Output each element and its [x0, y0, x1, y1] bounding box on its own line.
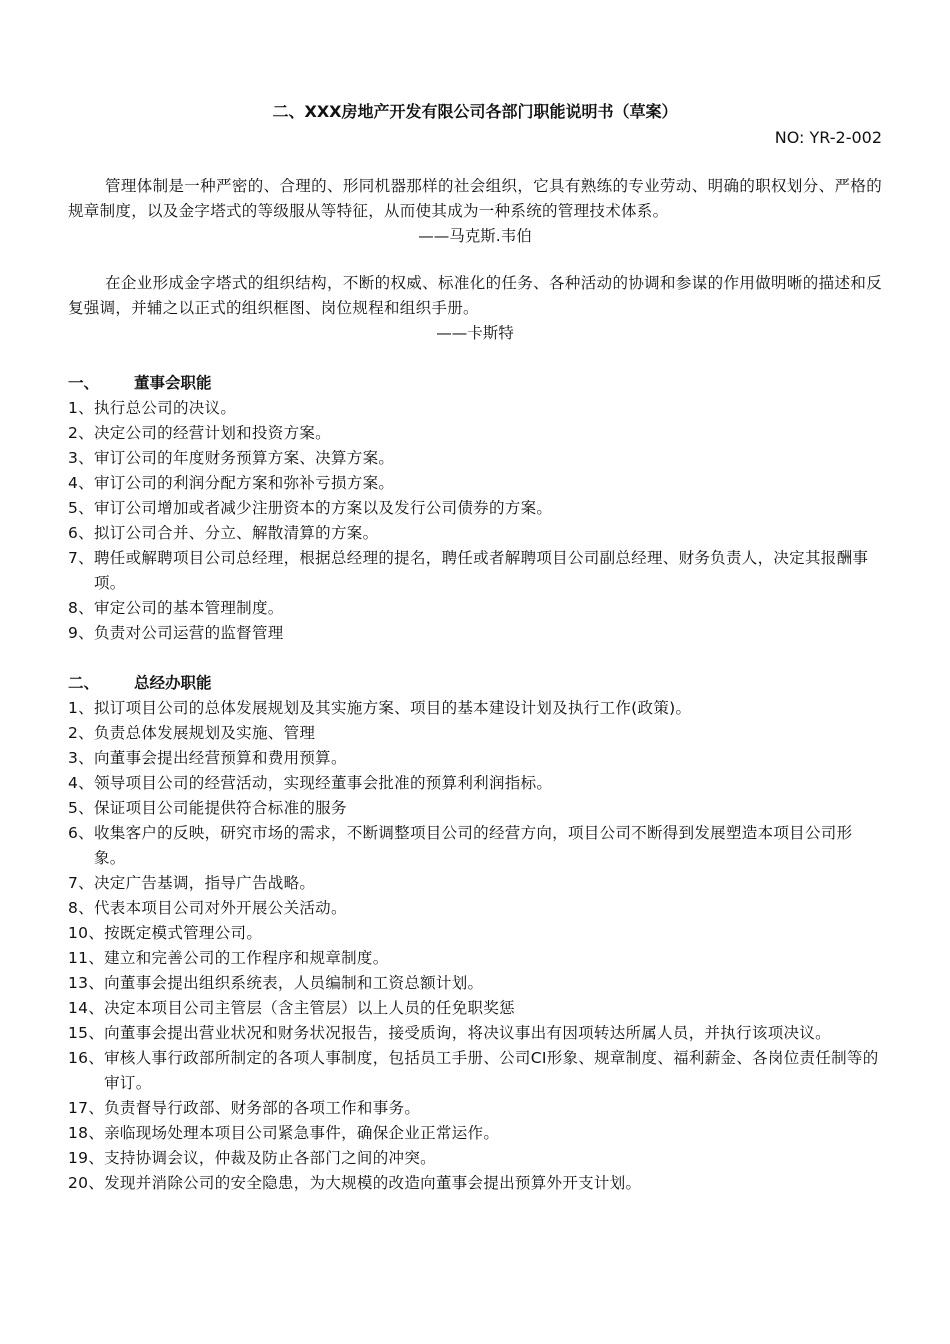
item-text: 决定公司的经营计划和投资方案。	[93, 424, 331, 442]
document-title: 二、XXX房地产开发有限公司各部门职能说明书（草案）	[272, 102, 678, 121]
section-number: 二、	[68, 674, 100, 692]
item-text: 负责督导行政部、财务部的各项工作和事务。	[104, 1099, 421, 1117]
quote-weber-author: ——马克斯.韦伯	[418, 227, 532, 245]
item-number: 9、	[68, 624, 94, 642]
item-text: 决定本项目公司主管层（含主管层）以上人员的任免职奖惩	[104, 999, 515, 1017]
item-number: 1、	[68, 699, 94, 717]
list-item	[68, 771, 882, 796]
item-number: 5、	[68, 799, 94, 817]
item-text: 审核人事行政部所制定的各项人事制度，包括员工手册、公司CI形象、规章制度、福利薪金、各岗位责任制等的审订。	[104, 1049, 879, 1092]
item-number: 3、	[68, 449, 94, 467]
item-number: 3、	[68, 749, 94, 767]
item-number: 14、	[68, 999, 105, 1017]
item-text: 聘任或解聘项目公司总经理，根据总经理的提名，聘任或者解聘项目公司副总经理、财务负责人，决定其报酬事项。	[93, 549, 869, 592]
item-text: 拟订项目公司的总体发展规划及其实施方案、项目的基本建设计划及执行工作(政策)。	[93, 699, 692, 717]
item-text: 向董事会提出营业状况和财务状况报告，接受质询，将决议事出有因项转达所属人员，并执行该项决议。	[104, 1024, 831, 1042]
list-item	[68, 421, 882, 446]
list-item	[68, 621, 882, 646]
list-item	[68, 546, 882, 596]
item-number: 13、	[68, 974, 105, 992]
item-text: 负责总体发展规划及实施、管理	[93, 724, 316, 742]
item-text: 按既定模式管理公司。	[104, 924, 263, 942]
list-item	[68, 821, 882, 871]
list-item	[68, 921, 882, 946]
quote-kast-author: ——卡斯特	[436, 324, 514, 342]
item-text: 建立和完善公司的工作程序和规章制度。	[104, 949, 389, 967]
list-item	[68, 721, 882, 746]
item-text: 审订公司的利润分配方案和弥补亏损方案。	[93, 474, 395, 492]
section-heading-board	[68, 371, 882, 396]
item-number: 2、	[68, 424, 94, 442]
list-item	[68, 996, 882, 1021]
item-number: 7、	[68, 549, 94, 567]
item-text: 决定广告基调，指导广告战略。	[93, 874, 316, 892]
list-item	[68, 896, 882, 921]
list-item	[68, 971, 882, 996]
list-item	[68, 396, 882, 421]
item-text: 审订公司的年度财务预算方案、决算方案。	[93, 449, 395, 467]
item-number: 4、	[68, 774, 94, 792]
item-number: 16、	[68, 1049, 105, 1067]
item-number: 18、	[68, 1124, 105, 1142]
list-item	[68, 871, 882, 896]
list-item	[68, 1096, 882, 1121]
list-item	[68, 796, 882, 821]
list-item	[68, 946, 882, 971]
list-item	[68, 1021, 882, 1046]
item-number: 4、	[68, 474, 94, 492]
list-item	[68, 696, 882, 721]
section-number: 一、	[68, 374, 100, 392]
item-number: 7、	[68, 874, 94, 892]
item-text: 向董事会提出组织系统表，人员编制和工资总额计划。	[104, 974, 484, 992]
item-text: 审订公司增加或者减少注册资本的方案以及发行公司债券的方案。	[93, 499, 553, 517]
item-number: 2、	[68, 724, 94, 742]
section-title: 总经办职能	[134, 674, 212, 692]
list-item	[68, 1146, 882, 1171]
item-text: 收集客户的反映，研究市场的需求，不断调整项目公司的经营方向，项目公司不断得到发展塑造本项目公司形象。	[93, 824, 853, 867]
item-text: 执行总公司的决议。	[93, 399, 237, 417]
item-text: 亲临现场处理本项目公司紧急事件，确保企业正常运作。	[104, 1124, 500, 1142]
item-text: 支持协调会议，仲裁及防止各部门之间的冲突。	[104, 1149, 436, 1167]
board-duties-list	[68, 396, 882, 646]
list-item	[68, 446, 882, 471]
item-number: 20、	[68, 1174, 105, 1192]
item-number: 10、	[68, 924, 105, 942]
list-item	[68, 1046, 882, 1096]
list-item	[68, 471, 882, 496]
item-text: 审定公司的基本管理制度。	[93, 599, 284, 617]
item-text: 负责对公司运营的监督管理	[93, 624, 284, 642]
quote-weber: 管理体制是一种严密的、合理的、形同机器那样的社会组织，它具有熟练的专业劳动、明确的职权划分、严格的规章制度，以及金字塔式的等级服从等特征，从而使其成为一种系统的管理技术体系。	[68, 177, 882, 220]
item-number: 5、	[68, 499, 94, 517]
item-number: 15、	[68, 1024, 105, 1042]
item-number: 6、	[68, 524, 94, 542]
document-number: NO: YR-2-002	[774, 128, 882, 147]
list-item	[68, 1121, 882, 1146]
item-text: 拟订公司合并、分立、解散清算的方案。	[93, 524, 379, 542]
item-number: 8、	[68, 899, 94, 917]
item-number: 11、	[68, 949, 105, 967]
document-page	[68, 96, 882, 1196]
quote-kast: 在企业形成金字塔式的组织结构，不断的权威、标准化的任务、各种活动的协调和参谋的作用做明晰的描述和反复强调，并辅之以正式的组织框图、岗位规程和组织手册。	[68, 274, 882, 317]
list-item	[68, 1171, 882, 1196]
list-item	[68, 521, 882, 546]
item-text: 代表本项目公司对外开展公关活动。	[93, 899, 347, 917]
list-item	[68, 596, 882, 621]
gm-office-duties-list	[68, 696, 882, 1196]
item-number: 8、	[68, 599, 94, 617]
item-text: 发现并消除公司的安全隐患，为大规模的改造向董事会提出预算外开支计划。	[104, 1174, 642, 1192]
item-text: 领导项目公司的经营活动，实现经董事会批准的预算利利润指标。	[93, 774, 553, 792]
item-text: 保证项目公司能提供符合标准的服务	[93, 799, 347, 817]
item-number: 1、	[68, 399, 94, 417]
item-number: 17、	[68, 1099, 105, 1117]
item-number: 6、	[68, 824, 94, 842]
item-number: 19、	[68, 1149, 105, 1167]
item-text: 向董事会提出经营预算和费用预算。	[93, 749, 347, 767]
list-item	[68, 496, 882, 521]
list-item	[68, 746, 882, 771]
section-heading-gm-office	[68, 671, 882, 696]
section-title: 董事会职能	[134, 374, 212, 392]
